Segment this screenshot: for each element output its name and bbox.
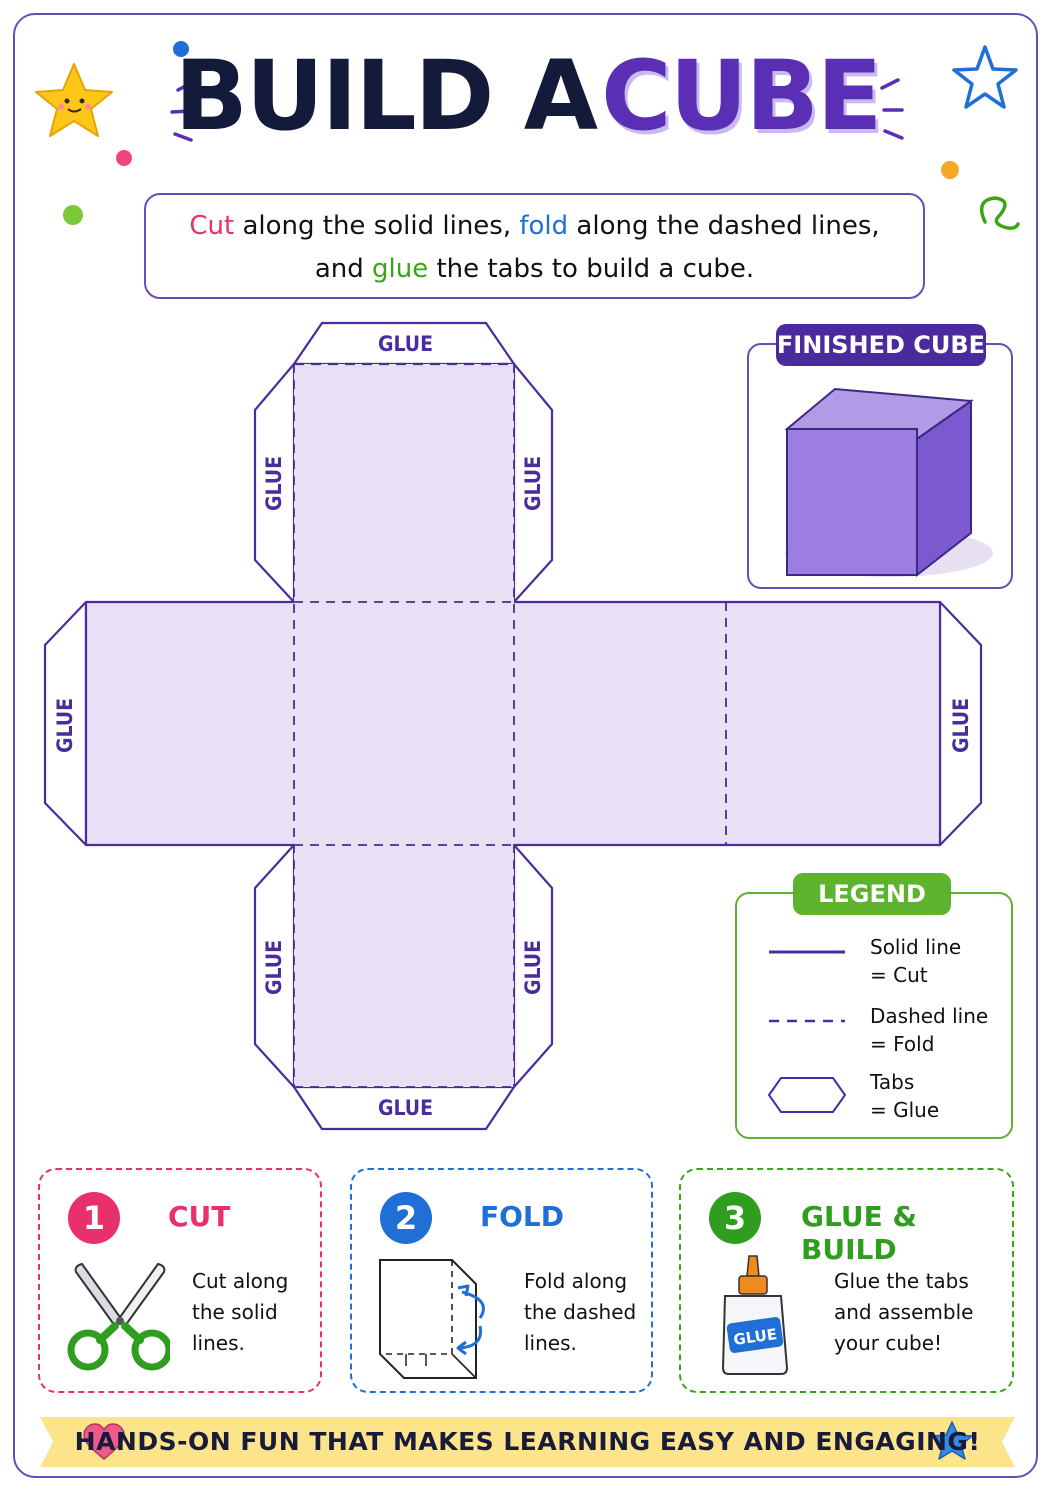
glue-bottle-label: GLUE (732, 1325, 779, 1349)
step-description (524, 1266, 636, 1359)
step-glue (679, 1168, 1014, 1393)
step-line: Fold along (524, 1269, 628, 1293)
legend-text: Solid line (870, 935, 962, 959)
step-title: FOLD (480, 1200, 565, 1233)
finished-cube-label: FINISHED CUBE (776, 324, 986, 366)
instr-cut: Cut (189, 211, 235, 241)
scissors-icon (60, 1258, 170, 1378)
finished-cube-panel (747, 343, 1013, 589)
glue-label-right: GLUE (949, 698, 973, 754)
instr-text: and (314, 254, 373, 284)
step-line: Cut along (192, 1269, 289, 1293)
face-right (514, 602, 726, 845)
step-title: CUT (168, 1200, 231, 1233)
glue-label-top: GLUE (378, 332, 434, 356)
title-part2: CUBE (601, 40, 881, 152)
step-cut (38, 1168, 322, 1393)
step-number: 1 (68, 1192, 120, 1244)
instr-fold: fold (519, 211, 569, 241)
glue-label-bottom-left: GLUE (262, 940, 286, 996)
legend-title: LEGEND (793, 873, 951, 915)
glue-label-top-right: GLUE (521, 456, 545, 512)
step-title: GLUE & BUILD (801, 1200, 917, 1266)
legend-item-dashed (870, 1002, 988, 1058)
cube-illustration (749, 345, 1015, 591)
legend-item-solid (870, 933, 961, 989)
legend-item-tabs (870, 1068, 939, 1124)
title-part1: BUILD A (174, 40, 597, 152)
instr-text: the tabs to build a cube. (428, 254, 755, 284)
instr-text: along the dashed lines, (568, 211, 880, 241)
step-line: lines. (192, 1331, 245, 1355)
step-number: 2 (380, 1192, 432, 1244)
step-line: the dashed (524, 1300, 637, 1324)
step-line: the solid (192, 1300, 278, 1324)
step-line: lines. (524, 1331, 577, 1355)
fold-paper-icon (376, 1256, 506, 1382)
legend-text: = Glue (870, 1098, 940, 1122)
instr-text: along the solid lines, (234, 211, 520, 241)
step-line: Glue the tabs (834, 1269, 969, 1293)
step-description (834, 1266, 973, 1359)
legend-text: = Fold (870, 1032, 935, 1056)
banner-text: HANDS-ON FUN THAT MAKES LEARNING EASY AND ENGAGING! (74, 1427, 981, 1456)
instr-glue: glue (372, 254, 429, 284)
glue-label-top-left: GLUE (262, 456, 286, 512)
legend-text: = Cut (870, 963, 928, 987)
face-far-right (726, 602, 940, 845)
bottom-banner (40, 1413, 1015, 1471)
legend-text: Tabs (870, 1070, 915, 1094)
step-number: 3 (709, 1192, 761, 1244)
glue-bottle-icon (715, 1252, 799, 1380)
legend-text: Dashed line (870, 1004, 989, 1028)
glue-label-left: GLUE (53, 698, 77, 754)
step-line: and assemble (834, 1300, 974, 1324)
face-left (86, 602, 294, 845)
face-bottom (294, 845, 514, 1087)
legend-tab-shape (769, 1078, 845, 1112)
legend-panel (735, 892, 1013, 1139)
step-fold (350, 1168, 653, 1393)
glue-label-bottom-right: GLUE (521, 940, 545, 996)
glue-label-bottom: GLUE (378, 1096, 434, 1120)
step-description (192, 1266, 288, 1359)
face-center (294, 602, 514, 845)
step-line: your cube! (834, 1331, 943, 1355)
face-top (294, 364, 514, 602)
